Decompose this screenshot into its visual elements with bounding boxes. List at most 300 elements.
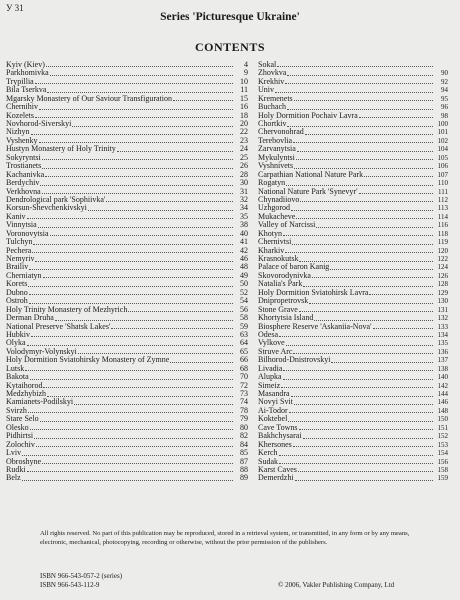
toc-entry-title: Dubno [6,287,28,297]
toc-entry-title: Vyshenky [6,135,38,145]
toc-entry-page: 64 [240,338,248,348]
toc-entry [258,171,448,179]
toc-entry-page: 114 [437,212,448,221]
toc-entry-title: Dendrological park 'Sophiivka' [6,194,106,204]
toc-entry [258,331,448,339]
toc-leader-dots [279,463,433,464]
toc-entry-page: 144 [437,390,448,399]
toc-leader-dots [299,429,433,430]
toc-entry-page: 111 [438,187,448,196]
toc-leader-dots [331,362,433,363]
toc-entry [6,365,248,373]
toc-leader-dots [47,396,233,397]
toc-entry-title: Holy Dormition Pochaiv Lavra [258,110,358,120]
toc-entry-title: Chernihiv [6,102,38,112]
toc-leader-dots [294,168,433,169]
toc-entry-page: 118 [437,229,448,238]
toc-entry-title: Demerdzhi [258,473,294,483]
toc-entry [6,323,248,331]
series-title: Series 'Picturesque Ukraine' [160,11,300,23]
toc-entry-title: Cave Towns [258,422,298,432]
toc-entry [6,145,248,153]
toc-entry-title: Zolochiv [6,439,35,449]
toc-entry-page: 135 [437,339,448,348]
toc-entry-page: 105 [437,153,448,162]
toc-entry [6,458,248,466]
toc-entry-title: Krasnokutsk [258,254,299,264]
toc-leader-dots [293,353,433,354]
toc-entry [6,432,248,440]
toc-leader-dots [373,328,433,329]
toc-entry-title: Mukacheve [258,211,296,221]
toc-entry-title: Kachanivka [6,169,45,179]
toc-entry-title: Khortytsia Island [258,313,314,323]
toc-leader-dots [117,151,233,152]
toc-entry-page: 159 [437,474,448,483]
toc-entry-page: 87 [240,456,248,466]
toc-leader-dots [35,117,233,118]
toc-leader-dots [31,134,233,135]
toc-leader-dots [295,480,433,481]
toc-leader-dots [330,269,433,270]
toc-entry-page: 59 [240,321,248,331]
toc-entry [258,373,448,381]
toc-entry-title: Holy Dormition Sviatohirsky Monastery of Zymne [6,355,170,365]
toc-entry-page: 30 [240,178,248,188]
toc-entry [6,95,248,103]
toc-entry-title: Svirzh [6,405,27,415]
toc-entry-page: 84 [240,439,248,449]
toc-entry-title: Stare Selo [6,414,39,424]
toc-entry-title: Livadia [258,363,283,373]
toc-entry-page: 89 [240,473,248,483]
toc-entry-title: Natalia's Park [258,279,303,289]
toc-entry [6,255,248,263]
toc-entry [6,331,248,339]
toc-entry-page: 25 [240,152,248,162]
toc-leader-dots [364,176,433,177]
toc-leader-dots [359,117,433,118]
toc-leader-dots [296,159,433,160]
toc-entry [6,103,248,111]
toc-leader-dots [297,151,433,152]
toc-entry-page: 74 [240,397,248,407]
toc-leader-dots [292,244,433,245]
toc-entry-title: Holy Dormition Sviatohirsk Lavra [258,287,369,297]
toc-leader-dots [296,218,433,219]
toc-entry [258,356,448,364]
toc-entry-page: 102 [437,136,448,145]
toc-entry-page: 154 [437,449,448,458]
toc-entry [258,69,448,77]
toc-entry-title: Chynadiiovo [258,194,300,204]
toc-entry-title: Trypillia [6,76,34,86]
toc-entry-page: 66 [240,355,248,365]
toc-entry [6,264,248,272]
toc-entry-title: Nizhyn [6,127,30,137]
toc-entry-page: 132 [437,314,448,323]
toc-entry-title: Tulchyn [6,237,33,247]
toc-leader-dots [25,370,233,371]
toc-entry-title: Zhovkva [258,68,287,78]
toc-entry-page: 9 [244,68,248,78]
toc-entry-title: Univ [258,85,274,95]
toc-entry-page: 153 [437,440,448,449]
toc-entry-title: Brailiv [6,262,29,272]
toc-leader-dots [42,159,233,160]
toc-entry-page: 142 [437,381,448,390]
toc-entry-page: 68 [240,363,248,373]
toc-leader-dots [42,193,233,194]
toc-leader-dots [29,294,233,295]
toc-entry-title: Kytaihorod [6,380,43,390]
toc-entry-page: 11 [240,85,248,95]
toc-leader-dots [294,100,433,101]
toc-leader-dots [303,286,433,287]
toc-entry-title: Buchach [258,102,286,112]
toc-entry-page: 40 [240,228,248,238]
toc-entry-page: 156 [437,457,448,466]
toc-leader-dots [293,142,433,143]
toc-entry [6,129,248,137]
toc-entry-title: Zarvanytsia [258,144,296,154]
toc-entry-page: 4 [244,59,248,69]
toc-entry-page: 20 [240,119,248,129]
toc-entry-title: Korsun-Shevchenkivskyi [6,203,87,213]
toc-entry-page: 148 [437,406,448,415]
toc-entry-page: 23 [240,135,248,145]
toc-entry-page: 41 [240,237,248,247]
toc-entry-title: Bilhorod-Dnistrovskyi [258,355,331,365]
toc-entry-page: 42 [240,245,248,255]
toc-entry-page: 98 [441,111,448,120]
toc-entry-page: 116 [437,221,448,230]
toc-entry-title: Cherniatyn [6,270,42,280]
toc-entry-page: 26 [240,161,248,171]
toc-entry-page: 18 [240,110,248,120]
toc-leader-dots [287,109,433,110]
toc-entry-title: Vinnytsia [6,220,37,230]
toc-leader-dots [283,235,433,236]
toc-entry-title: Kremenets [258,93,293,103]
toc-entry-title: Verkhovna [6,186,41,196]
toc-entry-title: Skovorodynivka [258,270,311,280]
toc-entry [258,78,448,86]
toc-entry-page: 56 [240,304,248,314]
toc-entry [6,424,248,432]
toc-entry-title: Nemyriv [6,254,35,264]
toc-leader-dots [38,227,233,228]
toc-entry-title: Rogatyn [258,178,286,188]
toc-entry-page: 54 [240,296,248,306]
toc-leader-dots [286,345,433,346]
toc-leader-dots [29,303,233,304]
toc-leader-dots [30,379,233,380]
toc-entry-title: Lutsk [6,363,25,373]
toc-entry-title: Uzhgorod [258,203,290,213]
toc-leader-dots [78,353,233,354]
toc-leader-dots [170,362,233,363]
toc-leader-dots [40,185,233,186]
toc-leader-dots [359,193,433,194]
toc-entry-page: 85 [240,448,248,458]
toc-leader-dots [22,455,233,456]
toc-entry-title: Chervonohrad [258,127,304,137]
toc-leader-dots [88,210,233,211]
toc-entry-title: Khersones [258,439,292,449]
toc-leader-dots [285,252,433,253]
toc-entry-title: Hubkiv [6,329,30,339]
toc-entry-page: 151 [437,423,448,432]
toc-leader-dots [33,244,233,245]
toc-entry-title: Olesko [6,422,29,432]
toc-entry-page: 120 [437,246,448,255]
toc-entry-page: 63 [240,329,248,339]
toc-leader-dots [279,455,433,456]
toc-leader-dots [279,336,433,337]
toc-entry-page: 131 [437,305,448,314]
toc-entry [258,365,448,373]
toc-leader-dots [39,109,233,110]
toc-leader-dots [46,66,233,67]
toc-entry [6,154,248,162]
toc-entry-page: 52 [240,287,248,297]
toc-entry [6,238,248,246]
toc-entry-page: 100 [437,120,448,129]
toc-entry-title: Chortkiv [258,119,287,129]
toc-leader-dots [42,463,233,464]
toc-leader-dots [32,252,233,253]
toc-entry-page: 46 [240,254,248,264]
toc-leader-dots [40,421,233,422]
toc-entry-page: 10 [240,76,248,86]
toc-leader-dots [283,379,433,380]
toc-entry-page: 126 [437,271,448,280]
toc-entry-page: 24 [240,144,248,154]
toc-leader-dots [312,277,433,278]
toc-leader-dots [294,404,433,405]
toc-entry-title: Belz [6,473,21,483]
isbn-book: ISBN 966-543-112-9 [40,581,100,589]
toc-entry-page: 78 [240,405,248,415]
toc-entry-page: 50 [240,279,248,289]
toc-entry-title: Valley of Narcissi [258,220,316,230]
toc-entry-title: Derman Druha [6,313,54,323]
toc-entry-page: 22 [240,127,248,137]
toc-leader-dots [287,75,433,76]
toc-entry-title: Biosphere Reserve 'Askaniia-Nova' [258,321,372,331]
toc-leader-dots [285,83,433,84]
toc-entry-page: 90 [441,69,448,78]
toc-leader-dots [283,370,433,371]
toc-entry-page: 96 [441,103,448,112]
toc-entry-title: Koktebel [258,414,288,424]
toc-leader-dots [43,387,233,388]
toc-entry-page: 15 [240,93,248,103]
toc-entry-title: Bila Tserkva [6,85,47,95]
toc-leader-dots [22,480,233,481]
toc-entry [6,213,248,221]
toc-leader-dots [291,396,433,397]
toc-leader-dots [298,471,433,472]
toc-leader-dots [369,294,433,295]
toc-entry [258,449,448,457]
toc-leader-dots [31,336,233,337]
toc-leader-dots [289,412,433,413]
toc-entry-title: Terebovlia [258,135,293,145]
toc-entry-title: Korets [6,279,28,289]
contents-column-left [6,61,248,483]
toc-entry-page: 94 [441,86,448,95]
toc-entry-title: Novyi Svit [258,397,293,407]
toc-leader-dots [299,261,433,262]
toc-entry [6,356,248,364]
toc-entry-page: 88 [240,464,248,474]
toc-leader-dots [299,311,433,312]
toc-entry-page: 150 [437,415,448,424]
toc-leader-dots [34,438,233,439]
toc-entry [6,407,248,415]
toc-entry-page: 95 [441,94,448,103]
toc-entry-title: Voronovytsia [6,228,49,238]
toc-entry-title: Berdychiv [6,178,40,188]
toc-leader-dots [30,429,233,430]
toc-leader-dots [36,446,233,447]
toc-entry-title: Rudki [6,464,26,474]
toc-entry-title: Karst Caves [258,464,297,474]
toc-leader-dots [43,277,233,278]
toc-leader-dots [291,210,433,211]
toc-leader-dots [35,261,233,262]
toc-entry-title: Sokal [258,59,277,69]
toc-entry-title: Odesa [258,329,278,339]
toc-leader-dots [314,320,433,321]
toc-leader-dots [275,92,433,93]
toc-entry [258,112,448,120]
rights-notice: All rights reserved. No part of this publication may be reproduced, stored in a retrieval system, or transmitted, in any form or by any means, electronic, mechanical, photocopying, recording or otherwise, without the prior permission of the publishers. [40,530,410,546]
toc-entry-title: Kharkiv [258,245,285,255]
toc-entry-page: 82 [240,431,248,441]
toc-entry-title: Olyka [6,338,26,348]
toc-leader-dots [39,142,233,143]
toc-entry [6,415,248,423]
toc-entry-page: 48 [240,262,248,272]
toc-leader-dots [28,286,233,287]
toc-entry-title: Volodymyr-Volynskyi [6,346,77,356]
toc-leader-dots [281,387,433,388]
toc-leader-dots [27,471,233,472]
toc-entry [6,272,248,280]
toc-entry [6,171,248,179]
toc-entry-page: 80 [240,422,248,432]
toc-entry [6,280,248,288]
toc-leader-dots [287,126,433,127]
toc-entry-page: 124 [437,263,448,272]
toc-entry-page: 70 [240,372,248,382]
toc-entry-title: National Preserve 'Shatsk Lakes' [6,321,111,331]
toc-entry-page: 137 [437,356,448,365]
toc-entry-title: Masandra [258,389,290,399]
toc-entry [6,441,248,449]
toc-leader-dots [42,168,233,169]
toc-leader-dots [47,92,233,93]
toc-entry-page: 122 [437,255,448,264]
toc-entry [6,179,248,187]
toc-entry-title: Sudak [258,456,278,466]
toc-entry-page: 32 [240,194,248,204]
toc-entry-page: 101 [437,128,448,137]
toc-entry-title: Krekhiv [258,76,285,86]
toc-leader-dots [50,75,233,76]
toc-leader-dots [55,320,233,321]
toc-leader-dots [128,311,233,312]
toc-leader-dots [50,235,233,236]
toc-entry [6,466,248,474]
toc-entry-title: Mgarsky Monastery of Our Saviour Transfiguration [6,93,172,103]
toc-entry [6,399,248,407]
toc-entry-page: 104 [437,145,448,154]
toc-entry-page: 130 [437,297,448,306]
toc-entry-title: Khotyn [258,228,282,238]
toc-entry-page: 110 [437,179,448,188]
toc-entry [6,204,248,212]
toc-entry-page: 72 [240,380,248,390]
contents-heading: CONTENTS [194,40,266,54]
toc-entry-title: Trostianets [6,161,42,171]
toc-entry-title: Pechera [6,245,32,255]
toc-entry-title: Kerch [258,448,278,458]
toc-entry-page: 16 [240,102,248,112]
toc-leader-dots [106,201,233,202]
toc-entry [258,474,448,482]
toc-entry-title: Stone Grave [258,304,298,314]
toc-leader-dots [316,227,433,228]
toc-leader-dots [72,126,233,127]
toc-entry-page: 79 [240,414,248,424]
toc-leader-dots [277,66,433,67]
toc-entry [258,95,448,103]
toc-leader-dots [303,438,433,439]
toc-entry [6,449,248,457]
toc-entry-title: Vyshnivets [258,161,294,171]
toc-entry-title: Carpathian National Nature Park [258,169,364,179]
toc-entry [258,238,448,246]
toc-leader-dots [286,185,433,186]
toc-leader-dots [29,269,233,270]
toc-entry-page: 31 [240,186,248,196]
toc-entry-page: 107 [437,170,448,179]
toc-entry-title: Vylkove [258,338,285,348]
toc-entry-title: Bakota [6,372,29,382]
contents-column-right [258,61,448,483]
toc-entry [6,230,248,238]
toc-entry-page: 138 [437,364,448,373]
toc-entry-title: Alupka [258,372,282,382]
toc-entry-title: Simeiz [258,380,281,390]
toc-entry-title: Kamianets-Podilskyi [6,397,74,407]
toc-entry-page: 58 [240,313,248,323]
toc-leader-dots [27,218,233,219]
toc-entry-title: Pidhirtsi [6,431,34,441]
toc-entry-page: 34 [240,203,248,213]
toc-entry-title: Bakhchysarai [258,431,302,441]
toc-entry-title: Holy Trinity Monastery of Mezhyrich [6,304,128,314]
toc-leader-dots [28,412,233,413]
toc-leader-dots [111,328,233,329]
toc-entry [6,247,248,255]
toc-entry-page: 152 [437,432,448,441]
toc-entry-title: Ai-Todor [258,405,288,415]
